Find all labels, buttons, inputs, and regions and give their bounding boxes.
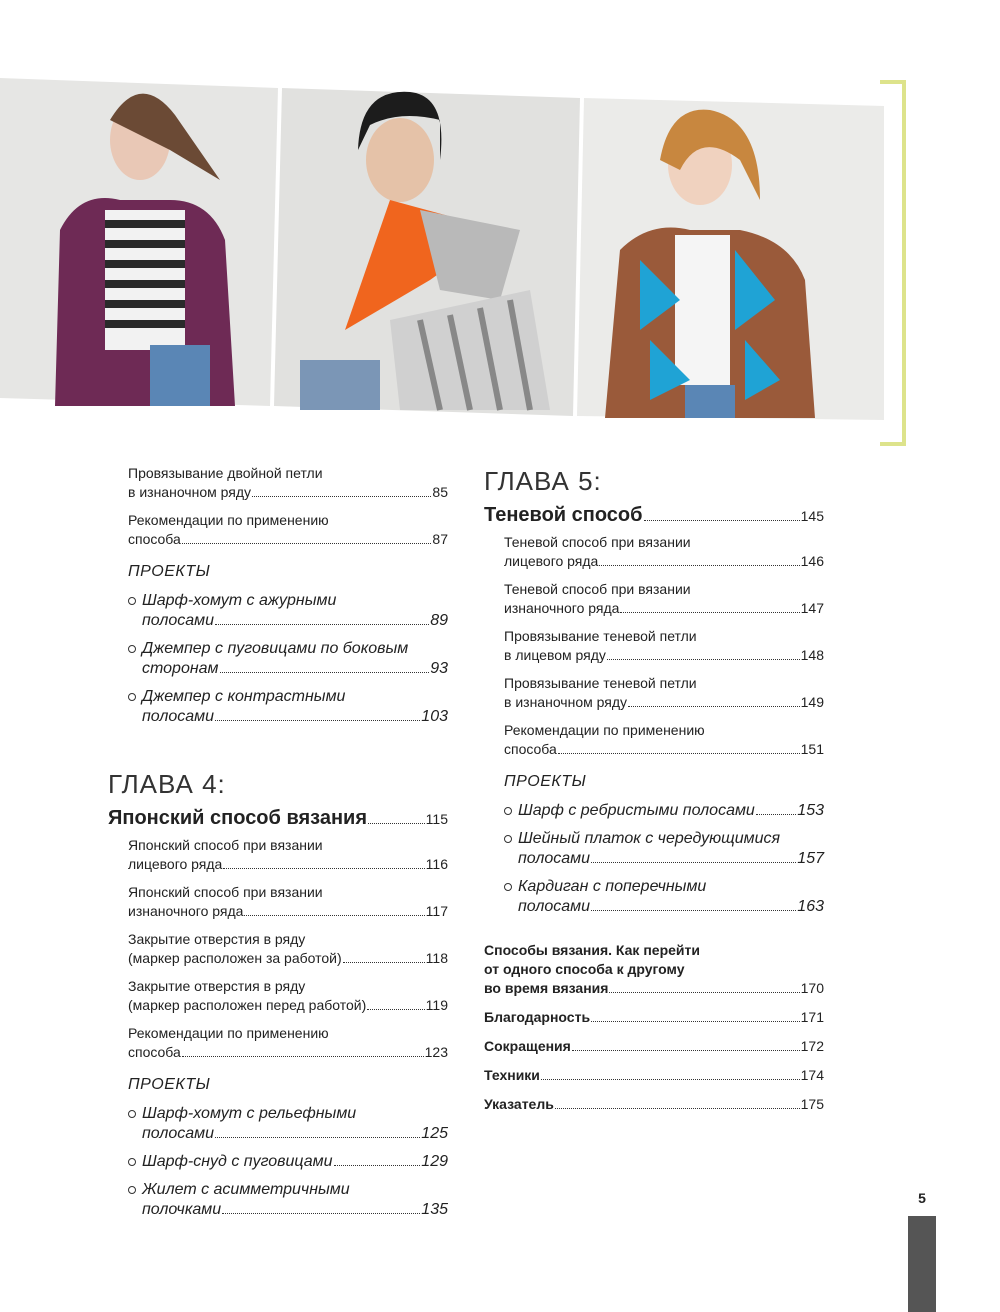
- toc-entry[interactable]: [484, 721, 824, 759]
- leader-dots: [244, 915, 424, 916]
- entry-line1: Провязывание теневой петли: [504, 628, 697, 644]
- bullet-icon: [504, 883, 512, 891]
- entry-line1: Рекомендации по применению: [128, 512, 329, 528]
- project-line1: Жилет с асимметричными: [142, 1181, 350, 1198]
- page-number: 163: [797, 898, 824, 915]
- page-number: 157: [797, 850, 824, 867]
- page-number: 145: [800, 508, 824, 524]
- page-number: 175: [800, 1096, 824, 1112]
- leader-dots: [620, 612, 799, 613]
- page-number: 123: [424, 1044, 448, 1060]
- page-number: 149: [800, 694, 824, 710]
- backmatter-line: от одного способа к другому: [484, 961, 685, 977]
- toc-entry[interactable]: [484, 674, 824, 712]
- bullet-icon: [128, 1186, 136, 1194]
- leader-dots: [182, 1056, 424, 1057]
- page-number: 174: [800, 1067, 824, 1083]
- toc-entry[interactable]: [108, 1024, 448, 1062]
- chapter-title: Теневой способ: [484, 504, 643, 526]
- toc-entry[interactable]: [484, 580, 824, 618]
- project-line1: Шарф-хомут с рельефными: [142, 1105, 357, 1122]
- entry-line2: (маркер расположен перед работой): [128, 997, 367, 1013]
- leader-dots: [644, 520, 800, 521]
- leader-dots: [591, 1021, 800, 1022]
- page-number: 93: [430, 660, 448, 677]
- page-number: 119: [425, 997, 448, 1013]
- entry-line2: способа: [504, 741, 557, 757]
- projects-heading: ПРОЕКТЫ: [504, 773, 587, 790]
- leader-dots: [222, 1213, 420, 1214]
- entry-line1: Теневой способ при вязании: [504, 581, 691, 597]
- page-number: 171: [800, 1009, 824, 1025]
- page-number: 115: [425, 811, 448, 827]
- backmatter-last-line: Указатель: [484, 1096, 554, 1112]
- decorative-bracket: [880, 80, 906, 446]
- toc-entry[interactable]: [108, 836, 448, 874]
- leader-dots: [591, 862, 796, 863]
- project-line2: полосами: [518, 898, 591, 915]
- entry-line1: Закрытие отверстия в ряду: [128, 931, 306, 947]
- leader-dots: [215, 1137, 420, 1138]
- leader-dots: [182, 543, 432, 544]
- page-number: 135: [421, 1201, 448, 1218]
- leader-dots: [215, 624, 429, 625]
- page-number: 146: [800, 553, 824, 569]
- project-entry[interactable]: [484, 829, 824, 869]
- leader-dots: [215, 720, 420, 721]
- project-line2: сторонам: [142, 660, 219, 677]
- entry-line1: Рекомендации по применению: [128, 1025, 329, 1041]
- leader-dots: [628, 706, 800, 707]
- backmatter-last-line: Сокращения: [484, 1038, 571, 1054]
- project-entry[interactable]: [108, 1152, 448, 1172]
- page-number: 89: [430, 612, 448, 629]
- leader-dots: [558, 753, 800, 754]
- bullet-icon: [128, 693, 136, 701]
- project-entry[interactable]: [108, 639, 448, 679]
- entry-line2: (маркер расположен за работой): [128, 950, 342, 966]
- bullet-icon: [128, 1158, 136, 1166]
- chapter-title-entry[interactable]: [108, 807, 448, 830]
- leader-dots: [756, 814, 796, 815]
- entry-line2: лицевого ряда: [504, 553, 599, 569]
- entry-line2: способа: [128, 1044, 181, 1060]
- leader-dots: [252, 496, 431, 497]
- entry-line1: Закрытие отверстия в ряду: [128, 978, 306, 994]
- leader-dots: [541, 1079, 800, 1080]
- leader-dots: [572, 1050, 800, 1051]
- photo-band: [0, 0, 1000, 440]
- entry-line1: Теневой способ при вязании: [504, 534, 691, 550]
- page-number: 147: [800, 600, 824, 616]
- bullet-icon: [504, 835, 512, 843]
- project-line2: полосами: [142, 1125, 215, 1142]
- project-line2: полосами: [142, 612, 215, 629]
- page-number: 170: [800, 980, 824, 996]
- leader-dots: [555, 1108, 800, 1109]
- page-number: 116: [425, 856, 448, 872]
- project-line2: Шарф с ребристыми полосами: [518, 802, 755, 819]
- leader-dots: [599, 565, 799, 566]
- page-number: 87: [432, 531, 448, 547]
- projects-heading: ПРОЕКТЫ: [128, 1076, 211, 1093]
- project-line1: Шейный платок с чередующимися: [518, 830, 781, 847]
- entry-line2: лицевого ряда: [128, 856, 223, 872]
- page-tab-marker: [908, 1216, 936, 1312]
- project-entry[interactable]: [108, 1104, 448, 1144]
- backmatter-line: Способы вязания. Как перейти: [484, 942, 700, 958]
- bullet-icon: [128, 1110, 136, 1118]
- project-entry[interactable]: [108, 591, 448, 631]
- backmatter-entry[interactable]: [484, 1066, 824, 1085]
- toc-entry[interactable]: [484, 533, 824, 571]
- entry-line1: Провязывание теневой петли: [504, 675, 697, 691]
- chapter-label: ГЛАВА 4:: [108, 769, 226, 799]
- toc-entry[interactable]: [108, 464, 448, 502]
- bullet-icon: [128, 597, 136, 605]
- leader-dots: [367, 1009, 424, 1010]
- chapter-label: ГЛАВА 5:: [484, 466, 602, 496]
- entry-line2: в лицевом ряду: [504, 647, 606, 663]
- backmatter-entry[interactable]: [484, 1095, 824, 1114]
- bullet-icon: [128, 645, 136, 653]
- leader-dots: [334, 1165, 421, 1166]
- entry-line2: способа: [128, 531, 181, 547]
- project-entry[interactable]: [108, 1180, 448, 1220]
- project-line1: Кардиган с поперечными: [518, 878, 707, 895]
- page-number: 129: [421, 1153, 448, 1170]
- leader-dots: [591, 910, 796, 911]
- project-entry[interactable]: [108, 687, 448, 727]
- toc-entry[interactable]: [108, 977, 448, 1015]
- toc-left-column: [108, 464, 448, 1228]
- backmatter-last-line: Техники: [484, 1067, 540, 1083]
- backmatter-entry[interactable]: [484, 1008, 824, 1027]
- page-number: 103: [421, 708, 448, 725]
- entry-line2: в изнаночном ряду: [128, 484, 251, 500]
- entry-line2: в изнаночном ряду: [504, 694, 627, 710]
- project-line2: полочками: [142, 1201, 222, 1218]
- leader-dots: [223, 868, 424, 869]
- project-entry[interactable]: [484, 877, 824, 917]
- entry-line1: Японский способ при вязании: [128, 837, 323, 853]
- project-line2: полосами: [518, 850, 591, 867]
- entry-line2: изнаночного ряда: [128, 903, 244, 919]
- page-number-label: 5: [918, 1190, 926, 1206]
- backmatter-last-line: во время вязания: [484, 980, 609, 996]
- leader-dots: [609, 992, 799, 993]
- bullet-icon: [504, 807, 512, 815]
- toc-entry[interactable]: [108, 883, 448, 921]
- project-line2: полосами: [142, 708, 215, 725]
- toc-entry[interactable]: [108, 511, 448, 549]
- page-number: 125: [421, 1125, 448, 1142]
- backmatter-entry[interactable]: [484, 1037, 824, 1056]
- page-number: 148: [800, 647, 824, 663]
- page-number: 117: [425, 903, 448, 919]
- toc-right-column: [484, 466, 824, 1124]
- project-line1: Джемпер с пуговицами по боковым: [142, 640, 409, 657]
- toc-entry[interactable]: [108, 930, 448, 968]
- fashion-photos: [0, 0, 1000, 440]
- entry-line1: Рекомендации по применению: [504, 722, 705, 738]
- leader-dots: [607, 659, 800, 660]
- page-number: 118: [425, 950, 448, 966]
- project-line1: Шарф-хомут с ажурными: [142, 592, 337, 609]
- leader-dots: [220, 672, 430, 673]
- backmatter-entry[interactable]: [484, 941, 824, 998]
- project-line1: Джемпер с контрастными: [142, 688, 346, 705]
- chapter-title-entry[interactable]: [484, 504, 824, 527]
- chapter-title: Японский способ вязания: [108, 807, 367, 829]
- page-number: 85: [432, 484, 448, 500]
- entry-line1: Провязывание двойной петли: [128, 465, 323, 481]
- leader-dots: [343, 962, 425, 963]
- backmatter-last-line: Благодарность: [484, 1009, 591, 1025]
- page-number: 151: [800, 741, 824, 757]
- project-line2: Шарф-снуд с пуговицами: [142, 1153, 333, 1170]
- entry-line2: изнаночного ряда: [504, 600, 620, 616]
- projects-heading: ПРОЕКТЫ: [128, 563, 211, 580]
- page-number: 172: [800, 1038, 824, 1054]
- toc-entry[interactable]: [484, 627, 824, 665]
- page-number: 153: [797, 802, 824, 819]
- project-entry[interactable]: [484, 801, 824, 821]
- entry-line1: Японский способ при вязании: [128, 884, 323, 900]
- leader-dots: [368, 823, 425, 824]
